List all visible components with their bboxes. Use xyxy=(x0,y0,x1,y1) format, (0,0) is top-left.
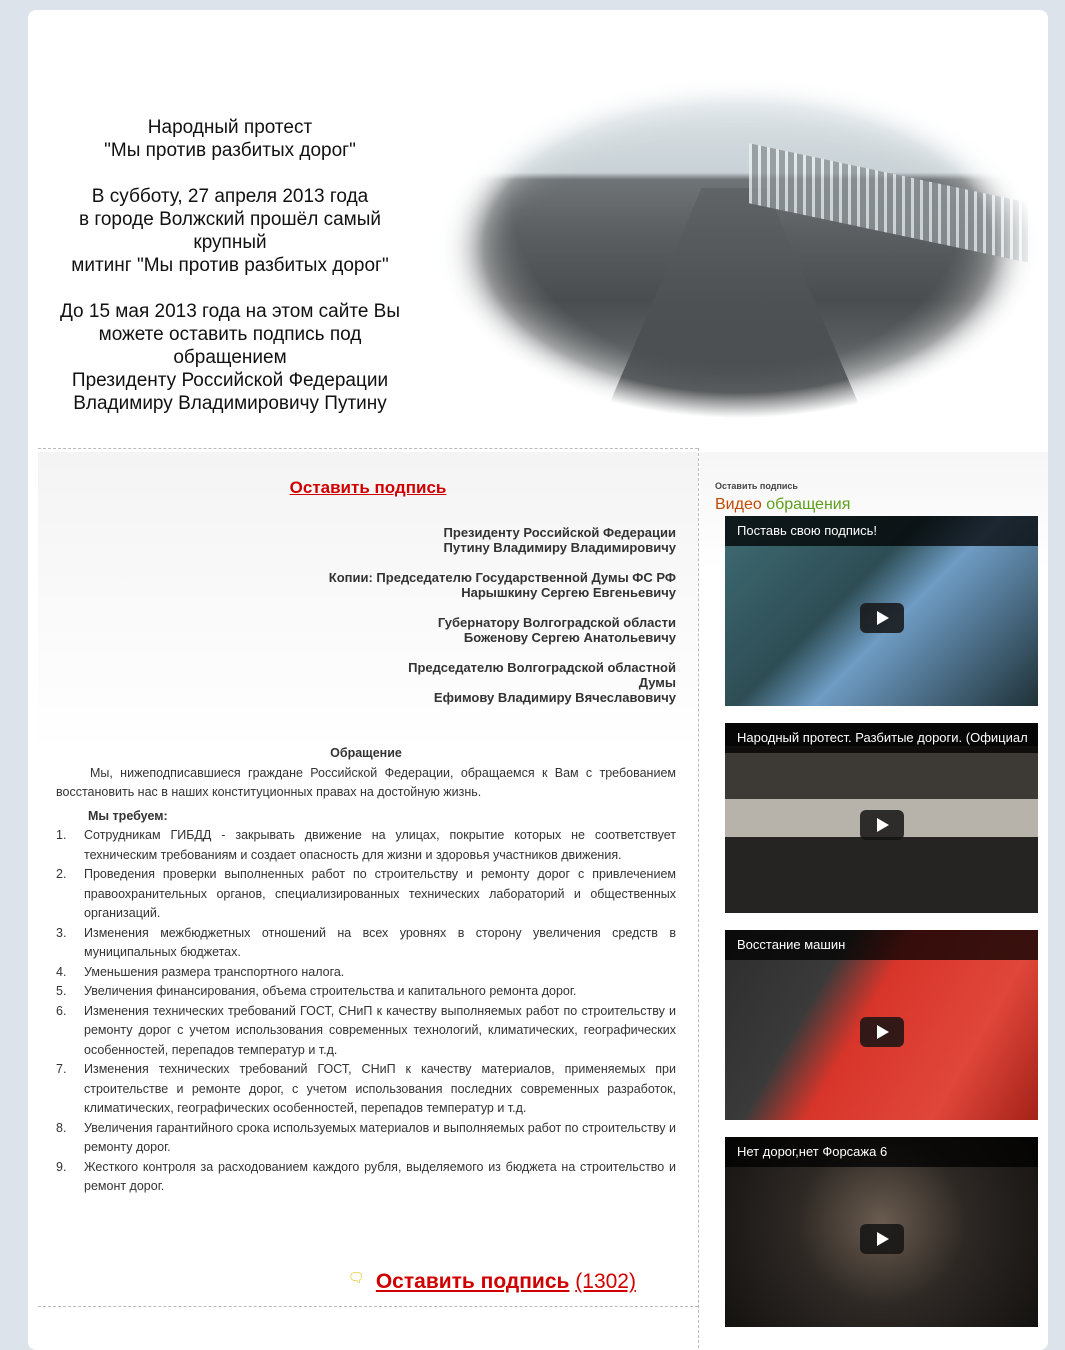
divider-top xyxy=(38,448,698,449)
intro-line: Владимиру Владимировичу Путину xyxy=(73,393,387,414)
intro-line: "Мы против разбитых дорог" xyxy=(104,140,356,161)
video-title[interactable]: Поставь свою подпись! xyxy=(725,516,1038,546)
list-item: 1. Сотрудникам ГИБДД - закрывать движение на улицах, покрытие которых не соответствует техническим требованиям и создает опасность для жизни и здоровья участников движения. xyxy=(56,828,676,862)
sidebar-heading-part1: Видео xyxy=(715,496,762,513)
sidebar-small-label: Оставить подпись xyxy=(715,481,798,491)
column-divider xyxy=(698,448,699,1348)
divider-bottom xyxy=(38,1306,698,1307)
appeal-body: Мы, нижеподписавшиеся граждане Российской Федерации, обращаемся к Вам с требованием восстановить нас в наших конституционных правах на достойную жизнь. xyxy=(56,765,676,799)
sign-petition-link-top[interactable]: Оставить подпись xyxy=(289,478,447,497)
list-item: 3. Изменения межбюджетных отношений на всех уровнях в сторону увеличения средств в муниципальных бюджетах. xyxy=(56,925,676,959)
list-item: 7. Изменения технических требований ГОСТ, СНиП к качеству материалов, применяемых при строительстве и ремонте дорог, с учетом использования последних современных разработок, климатических, географических особенностей, перепадов температур и т.д. xyxy=(56,1062,676,1115)
video-embed-3[interactable] xyxy=(725,930,1038,1120)
hero-road-image xyxy=(439,78,1038,418)
intro-line: Президенту Российской Федерации xyxy=(71,370,389,391)
sidebar-heading xyxy=(715,496,850,514)
addressee-duma: Копии: Председателю Государственной Думы ФС РФ Нарышкину Сергею Евгеньевичу xyxy=(328,570,676,600)
intro-line: До 15 мая 2013 года на этом сайте Вы xyxy=(59,301,401,322)
list-item: 9. Жесткого контроля за расходованием каждого рубля, выделяемого из бюджета на строительство и ремонт дорог. xyxy=(56,1159,676,1193)
list-item: 5. Увеличения финансирования, объема строительства и капитального ремонта дорог. xyxy=(56,984,577,998)
page xyxy=(28,10,1048,1350)
video-title[interactable]: Восстание машин xyxy=(725,930,1038,960)
list-item: 8. Увеличения гарантийного срока используемых материалов и выполняемых работ по строительству и ремонту дорог. xyxy=(56,1120,676,1154)
sign-petition-link-bottom[interactable]: Оставить подпись xyxy=(375,1270,570,1293)
intro-line: можете оставить подпись под обращением xyxy=(98,324,362,368)
play-icon[interactable] xyxy=(860,1017,904,1047)
appeal-text xyxy=(56,744,676,1197)
demands-title: Мы требуем: xyxy=(88,808,168,823)
intro-line: В субботу, 27 апреля 2013 года xyxy=(91,186,369,207)
intro-line: митинг "Мы против разбитых дорог" xyxy=(71,255,389,276)
addressees xyxy=(278,525,676,720)
comments-icon: 🗨 xyxy=(348,1270,365,1285)
play-icon[interactable] xyxy=(860,810,904,840)
video-embed-4[interactable] xyxy=(725,1137,1038,1327)
list-item: 2. Проведения проверки выполненных работ по строительству и ремонту дорог с привлечением правоохранительных органов, специализированных технических лабораторий и общественных организаций. xyxy=(56,867,676,920)
sidebar-heading-part2: обращения xyxy=(766,496,851,513)
video-title[interactable]: Народный протест. Разбитые дороги. (Официал xyxy=(725,723,1038,753)
hero-fade xyxy=(439,78,1038,418)
video-embed-2[interactable] xyxy=(725,723,1038,913)
sign-petition-footer xyxy=(348,1270,636,1294)
list-item: 6. Изменения технических требований ГОСТ, СНиП к качеству выполняемых работ по строительству и ремонту дорог с учетом использования современных технологий, климатических, географических особенностей, перепадов температур и т.д. xyxy=(56,1003,676,1057)
appeal-title: Обращение xyxy=(330,746,402,760)
intro-line: Народный протест xyxy=(147,117,313,138)
video-embed-1[interactable] xyxy=(725,516,1038,706)
video-title[interactable]: Нет дорог,нет Форсажа 6 xyxy=(725,1137,1038,1167)
play-icon[interactable] xyxy=(860,603,904,633)
intro-text xyxy=(40,116,420,438)
signature-count[interactable]: (1302) xyxy=(575,1270,636,1293)
play-icon[interactable] xyxy=(860,1224,904,1254)
addressee-regional-duma: Председателю Волгоградской областной Думы Ефимову Владимиру Вячеславовичу xyxy=(408,660,676,705)
addressee-president: Президенту Российской Федерации Путину Владимиру Владимировичу xyxy=(443,525,676,555)
list-item: 4. Уменьшения размера транспортного налога. xyxy=(56,964,345,979)
demands-list xyxy=(56,826,676,1197)
addressee-governor: Губернатору Волгоградской области Боженову Сергею Анатольевичу xyxy=(437,615,676,645)
intro-line: в городе Волжский прошёл самый крупный xyxy=(78,209,382,253)
